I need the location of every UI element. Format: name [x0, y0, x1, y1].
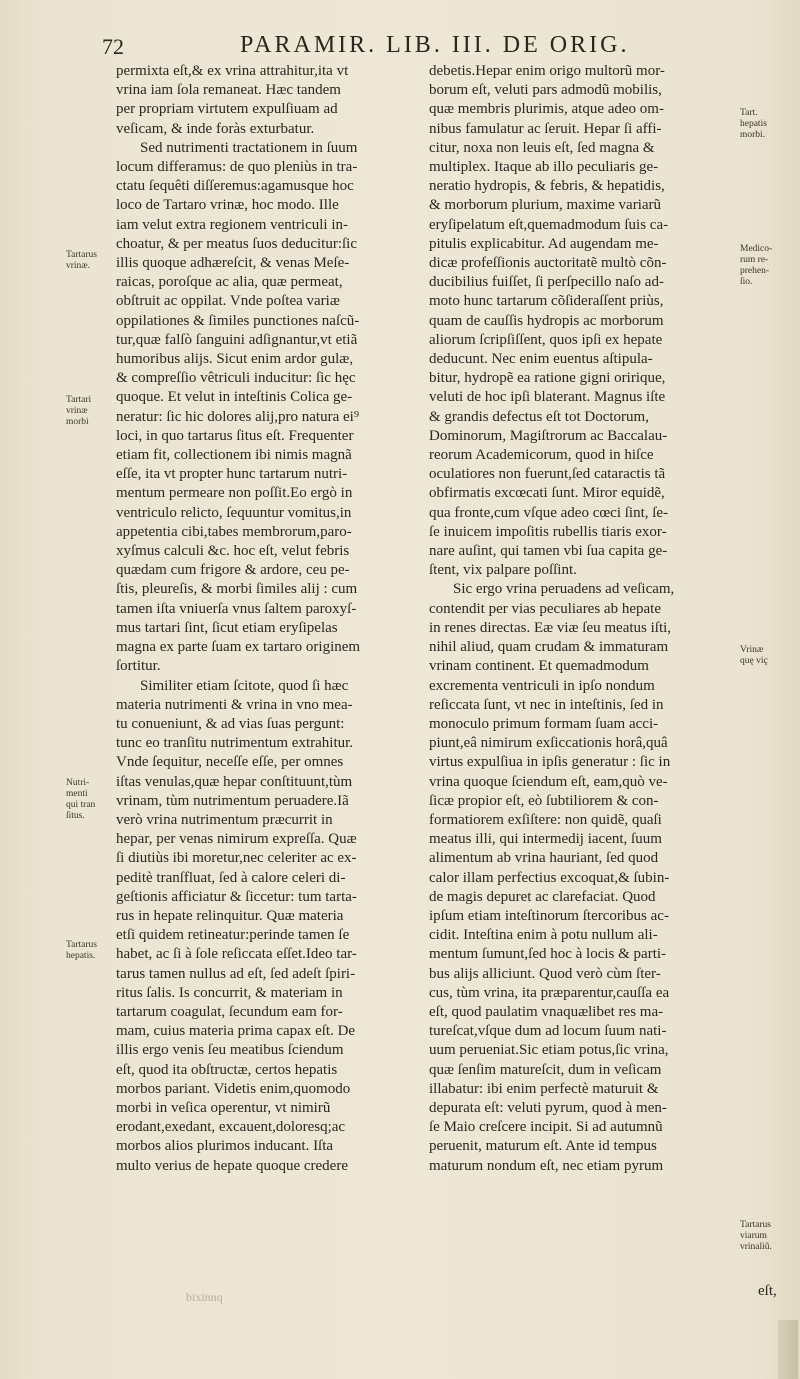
text-line: eſt, quod paulatim vnaquælibet res ma- — [429, 1003, 664, 1020]
margin-line: vrinæ. — [66, 261, 91, 271]
text-line: ſicæ propior eſt, eò ſubtiliorem & con- — [429, 792, 659, 809]
page-number: 72 — [102, 34, 124, 59]
text-line: etiam fit, collectionem ibi nimis magnã — [116, 447, 352, 464]
text-line: eſſe, ita vt propter hunc tartarum nutri- — [116, 466, 348, 483]
text-line: Similiter etiam ſcitote, quod ſi hæc — [140, 677, 349, 694]
text-line: nare auſint, qui tamen vbi ſua capita ge- — [429, 543, 668, 560]
margin-note-tartarus-hepatis — [66, 940, 112, 962]
text-line: locum differamus: de quo pleniùs in tra- — [116, 159, 358, 176]
text-line: ſe inuicem impoſitis rubellis tiaris exor- — [429, 523, 667, 540]
text-line: ſe Maio creſcere incipit. Si ad autumnũ — [429, 1119, 663, 1136]
margin-line: Tartarus — [740, 1220, 771, 1230]
text-line: humoribus alijs. Sicut enim ardor gulæ, — [116, 351, 354, 368]
text-line: morbos pariant. Videtis enim,quomodo — [116, 1080, 351, 1097]
text-line: veſicam, & inde foràs exturbatur. — [116, 120, 315, 137]
text-line: Sed nutrimenti tractationem in ſuum — [140, 139, 358, 156]
text-line: tur,quæ falſò ſanguini adſignantur,vt etiã — [116, 331, 358, 348]
text-line: calor illam perfectius excoquat,& ſubin- — [429, 869, 670, 886]
text-line: formatiorem exſiſtere: non quidẽ, quaſi — [429, 811, 662, 828]
margin-note-vrinae-vie — [740, 645, 798, 667]
margin-line: Tart. — [740, 108, 758, 118]
text-line: Vnde ſequitur, neceſſe eſſe, per omnes — [116, 754, 344, 771]
margin-line: Medico- — [740, 244, 773, 254]
text-line: maturum nondum eſt, nec etiam pyrum — [429, 1157, 664, 1174]
text-line: vrina quoque ſciendum eſt, eam,quò ve- — [429, 773, 668, 790]
margin-line: quę viç — [740, 656, 768, 666]
text-line: & grandis defectus eſt tot Doctorum, — [429, 408, 649, 425]
text-line: ſtis, pleureſis, & morbi ſimiles alij : cum — [116, 581, 358, 598]
margin-line: viarum — [740, 1231, 767, 1241]
text-line: tureſcat,vſque dum ad locum ſuum nati- — [429, 1023, 667, 1040]
text-line: mam, cuius materia prima capax eſt. De — [116, 1023, 356, 1040]
bleed-through-text: bixinnq — [186, 1290, 223, 1304]
text-line: quæ ſenſim matureſcit, dum in veſicam — [429, 1061, 662, 1078]
text-line: tu conueniunt, & ad vias ſuas pergunt: — [116, 715, 345, 732]
text-line: ſtent, vix palpare poſſint. — [429, 562, 577, 579]
text-line: eſt, quod ita obſtructæ, certos hepatis — [116, 1061, 338, 1078]
text-line: oppilationes & ſimiles punctiones naſcũ- — [116, 312, 360, 329]
margin-line: Vrinæ — [740, 645, 764, 655]
text-line: per propriam virtutem expulſiuam ad — [116, 101, 338, 118]
margin-line: vrinæ — [66, 406, 88, 416]
text-line: oculatiores non fuerunt,ſed cataractis tã — [429, 466, 666, 483]
text-line: quam de cauſſis hydropis ac morborum — [429, 312, 664, 329]
text-line: loci, in quo tartarus ſitus eſt. Frequenter — [116, 427, 354, 444]
text-line: nihil aliud, quam crudam & immaturam — [429, 639, 669, 656]
right-text-column — [429, 62, 737, 1362]
text-line: rus in hepate relinquitur. Quæ materia — [116, 907, 344, 924]
margin-note-tartarus-viarum — [740, 1220, 798, 1253]
text-line: piunt,eâ nimirum exſiccationis horâ,quâ — [429, 735, 668, 752]
margin-line: Tartari — [66, 395, 92, 405]
margin-note-tartarus-vrinae — [66, 250, 112, 272]
margin-line: Tartarus — [66, 250, 97, 260]
text-line: obfirmatis excœcati ſunt. Miror equidẽ, — [429, 485, 665, 502]
text-line: ſortitur. — [116, 658, 161, 675]
text-line: quæ membris plurimis, atque adeo om- — [429, 101, 664, 118]
margin-line: qui tran — [66, 800, 96, 810]
text-line: raicas, poroſque ac alia, quæ permeat, — [116, 274, 343, 291]
text-line: ducibilius fuiſſet, ſi perſpecillo naſo ad- — [429, 274, 664, 291]
text-line: bitur, hydropẽ ea ratione gigni oririque, — [429, 370, 666, 387]
margin-line: Tartarus — [66, 940, 97, 950]
text-line: loco de Tartaro vrinæ, hoc modo. Ille — [116, 197, 339, 214]
text-line: xyſmus calculi &c. hoc eſt, velut febris — [116, 543, 350, 560]
text-line: choatur, & per meatus ſuos deducitur:ſic — [116, 235, 357, 252]
margin-note-tartari-vrinae-morbi — [66, 395, 112, 428]
text-line: obſtruit ac oppilat. Vnde poſtea variæ — [116, 293, 340, 310]
text-line: mentum ſumunt,ſed hoc à locis & parti- — [429, 946, 667, 963]
text-line: cus, tùm vrina, ita præparentur,cauſſa ea — [429, 984, 670, 1001]
text-line: tarus tamen nullus ad eſt, ſed adeſt ſpiri- — [116, 965, 356, 982]
page-header — [0, 28, 800, 64]
text-line: & compreſſio vêtriculi inducitur: ſic hęc — [116, 370, 356, 387]
text-line: & morborum plurium, maxime variarũ — [429, 197, 662, 214]
text-line: citur, noxa non leuis eſt, ſed magna & — [429, 139, 655, 156]
text-line: neratur: ſic hic dolores alij,pro natura ei⁹ — [116, 408, 360, 425]
margin-line: ſitus. — [66, 811, 85, 821]
text-line: meatus illi, qui intermedij iacent, ſuum — [429, 831, 662, 848]
text-line: qua fronte,cum vſque adeo cœci ſint, ſe- — [429, 504, 669, 521]
text-line: iam velut extra regionem ventriculi in- — [116, 216, 349, 233]
text-line: Dominorum, Magiſtrorum ac Baccalau- — [429, 427, 668, 444]
text-line: borum eſt, veluti pars admodũ mobilis, — [429, 82, 662, 99]
text-line: ipſum etiam inteſtinorum ſtercoribus ac- — [429, 907, 669, 924]
margin-line: hepatis — [740, 119, 767, 129]
text-line: ventriculo relicto, ſequuntur vomitus,in — [116, 504, 352, 521]
text-line: vrinam, tùm nutrimentum peruadere.Iã — [116, 792, 349, 809]
margin-line: vrinaliũ. — [740, 1242, 772, 1252]
text-line: multiplex. Itaque ab illo peculiaris ge- — [429, 159, 659, 176]
text-line: uum perueniat.Sic etiam potus,ſic vrina, — [429, 1042, 669, 1059]
text-line: quoque. Et velut in inteſtinis Colica ge- — [116, 389, 353, 406]
text-line: dicæ profeſſionis auctoritatẽ multò cõn- — [429, 255, 667, 272]
text-line: materia nutrimenti & vrina in vno mea- — [116, 696, 353, 713]
text-line: morbos alios plurimos inducant. Iſta — [116, 1138, 334, 1155]
text-line: aliorum ſcripſiſſent, quos ipſi ex hepate — [429, 331, 663, 348]
running-title: PARAMIR. LIB. III. DE ORIG. — [240, 32, 630, 58]
text-line: virtus expulſiua in ipſis generatur : ſic in — [429, 754, 671, 771]
text-line: alimentum ab vrina hauriant, ſed quod — [429, 850, 659, 867]
margin-line: prehen- — [740, 266, 770, 276]
text-line: erodant,exedant, excauent,doloresq;ac — [116, 1119, 346, 1136]
text-line: ſi diutiùs ibi moretur,nec celeriter ac ex- — [116, 850, 357, 867]
text-line: ctatu ſequêti diſſeremus:agamusque hoc — [116, 178, 354, 195]
text-line: cidit. Inteſtina enim à potu nullum ali- — [429, 927, 658, 944]
margin-line: hepatis. — [66, 951, 96, 961]
margin-line: morbi — [66, 417, 89, 427]
catchword: eſt, — [758, 1283, 777, 1299]
text-line: tartarum coagulat, ſecundum eam for- — [116, 1003, 343, 1020]
text-line: excrementa ventriculi in ipſo nondum — [429, 677, 655, 694]
text-line: peditè tranſfluat, ſed à calore celeri di- — [116, 869, 346, 886]
text-line: peruenit, maturum eſt. Ante id tempus — [429, 1138, 657, 1155]
text-line: tunc eo tranſitu nutrimentum extrahitur. — [116, 735, 354, 752]
text-line: illabatur: ibi enim perfectè maturuit & — [429, 1080, 659, 1097]
margin-line: rum re- — [740, 255, 769, 265]
text-line: contendit per vias peculiares ab hepate — [429, 600, 661, 617]
text-line: etſi quidem retineatur:perinde tamen ſe — [116, 927, 350, 944]
text-line: mus tartari ſint, ſicut etiam eryſipelas — [116, 619, 338, 636]
text-line: quædam cum frigore & ardore, ceu pe- — [116, 562, 350, 579]
text-line: magna ex parte ſuam ex tartaro originem — [116, 639, 361, 656]
text-line: pitulis explicabitur. Ad augendam me- — [429, 235, 659, 252]
margin-note-medicorum — [740, 244, 798, 288]
text-line: habet, ac ſi à ſole reſiccata eſſet.Ideo tar- — [116, 946, 357, 963]
text-line: vrina iam ſola remaneat. Hæc tandem — [116, 82, 341, 99]
text-line: debetis.Hepar enim origo multorũ mor- — [429, 63, 665, 79]
text-line: geſtionis afficiatur & ſiccetur: tum tarta- — [116, 888, 357, 905]
text-line: Sic ergo vrina peruadens ad veſicam, — [453, 581, 675, 598]
text-line: veluti de hoc ipſi blaterant. Magnus iſte — [429, 389, 666, 406]
text-line: iſtas venulas,quæ hepar conſtituunt,tùm — [116, 773, 353, 790]
text-line: in renes directas. Eæ viæ ſeu meatus iſti, — [429, 619, 672, 636]
margin-note-tarti-hepatis — [740, 108, 798, 141]
text-line: reſiccata ſunt, vt nec in inteſtinis, ſed in — [429, 696, 664, 713]
text-line: de magis depuret ac clarefaciat. Quod — [429, 888, 656, 905]
text-line: reorum Academicorum, quod in hiſce — [429, 447, 654, 464]
text-line: moto hunc tartarum cõſideraſſent priùs, — [429, 293, 664, 310]
text-line: verò vrina nutrimentum præcurrit in — [116, 811, 333, 828]
text-line: neratio hydropis, & febris, & hepatidis, — [429, 178, 665, 195]
text-line: tamen iſta vniuerſa vnus ſaltem paroxyſ- — [116, 600, 357, 617]
text-line: monoculo primum formam ſuam acci- — [429, 715, 659, 732]
margin-line: morbi. — [740, 130, 766, 140]
text-line: nibus famulatur ac ſeruit. Hepar ſi affi- — [429, 120, 662, 137]
text-line: vrinam continent. Et quemadmodum — [429, 658, 649, 675]
margin-line: menti — [66, 789, 88, 799]
text-line: mentum permeare non poſſit.Eo ergò in — [116, 485, 353, 502]
text-line: hepar, per venas nimirum expreſſa. Quæ — [116, 831, 357, 848]
text-line: deducunt. Nec enim euentus aſtipula- — [429, 351, 653, 368]
text-line: appetentia cibi,tabes membrorum,paro- — [116, 523, 352, 540]
text-line: ritus ſalis. Is concurrit, & materiam in — [116, 984, 343, 1001]
text-line: illis ergo venis ſeu meatibus ſciendum — [116, 1042, 344, 1059]
text-line: morbi in veſica operentur, vt nimirũ — [116, 1099, 331, 1116]
page-edge — [778, 1320, 798, 1379]
margin-line: Nutri- — [66, 778, 90, 788]
text-line: depurata eſt: veluti pyrum, quod à men- — [429, 1099, 667, 1116]
margin-line: ſio. — [740, 277, 753, 287]
text-line: illis quoque adhæreſcit, & venas Meſe- — [116, 255, 350, 272]
margin-note-nutrimenti — [66, 778, 112, 822]
left-text-column — [116, 62, 416, 1362]
text-line: bus alijs alliciunt. Quod verò cùm ſter- — [429, 965, 661, 982]
text-line: permixta eſt,& ex vrina attrahitur,ita vt — [116, 63, 349, 79]
text-line: eryſipelatum eſt,quemadmodum ſuis ca- — [429, 216, 669, 233]
text-line: multo verius de hepate quoque credere — [116, 1157, 348, 1174]
